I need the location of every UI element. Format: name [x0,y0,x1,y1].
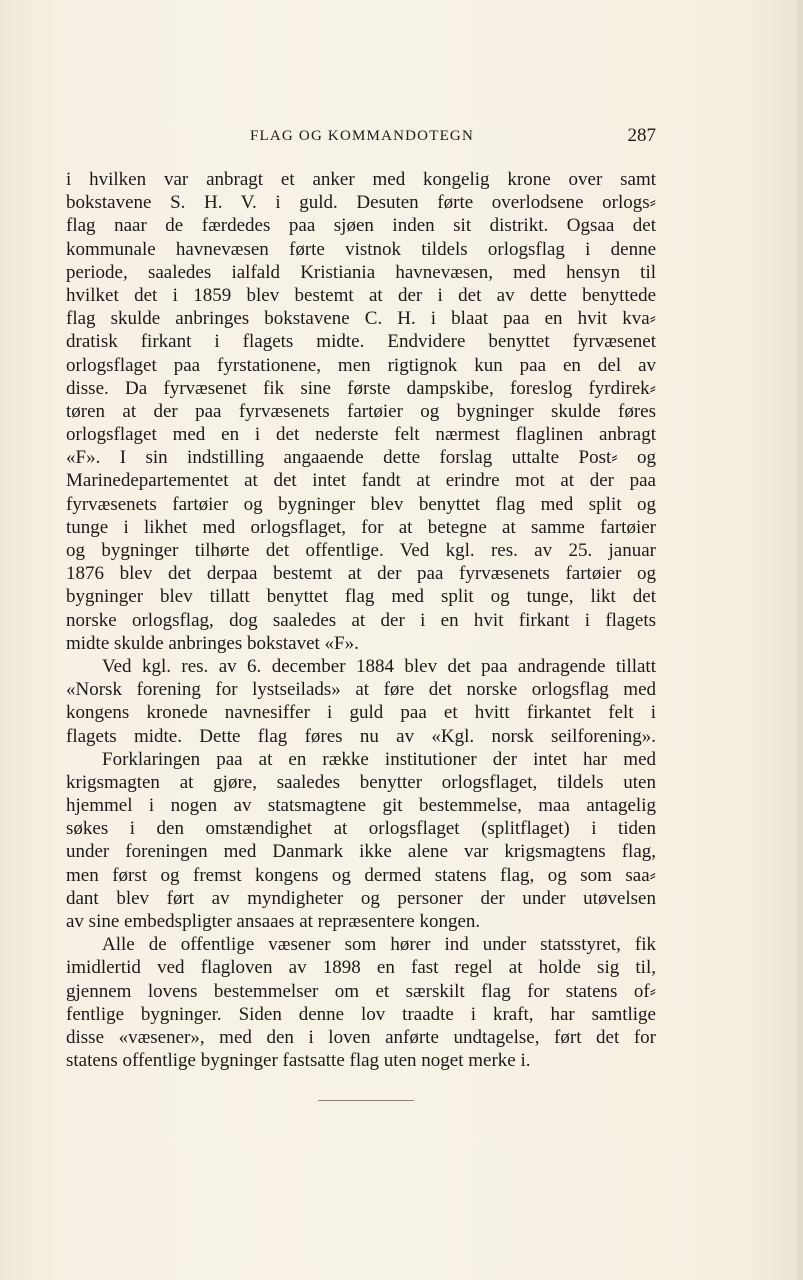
text-line: norske orlogsflag, dog saaledes at der i en hvit firkant i flagets [66,609,656,631]
running-head [68,125,656,152]
text-line: Forklaringen paa at en række institutioner der intet har med [102,748,656,770]
text-line: flag naar de færdedes paa sjøen inden sit distrikt. Ogsaa det [66,215,656,237]
text-line: krigsmagten at gjøre, saaledes benytter orlogsflaget, tildels uten [66,771,656,793]
text-line: fyrvæsenets fartøier og bygninger blev benyttet flag med split og [66,493,656,515]
text-line: tøren at der paa fyrvæsenets fartøier og bygninger skulde føres [66,400,656,422]
end-rule [318,1100,414,1101]
text-line: «F». I sin indstilling angaaende dette forslag uttalte Post⸗ og [66,447,656,469]
text-line: gjennem lovens bestemmelser om et særskilt flag for statens of⸗ [66,980,656,1002]
text-line: statens offentlige bygninger fastsatte flag uten noget merke i. [66,1050,531,1072]
text-line: flag skulde anbringes bokstavene C. H. i blaat paa en hvit kva⸗ [66,308,656,330]
text-line: fentlige bygninger. Siden denne lov traadte i kraft, har samtlige [66,1003,656,1025]
text-line: «Norsk forening for lystseilads» at føre det norske orlogsflag med [66,679,656,701]
text-line: bygninger blev tillatt benyttet flag med split og tunge, likt det [66,586,656,608]
text-line: søkes i den omstændighet at orlogsflaget (splitflaget) i tiden [66,818,656,840]
text-line: men først og fremst kongens og dermed statens flag, og som saa⸗ [66,864,656,886]
text-line: Ved kgl. res. av 6. december 1884 blev det paa andragende tillatt [102,655,656,677]
page-number: 287 [627,125,656,146]
text-line: disse. Da fyrvæsenet fik sine første dampskibe, foreslog fyrdirek⸗ [66,377,656,399]
text-line: 1876 blev det derpaa bestemt at der paa fyrvæsenets fartøier og [66,563,656,585]
text-line: flagets midte. Dette flag føres nu av «Kgl. norsk seilforening». [66,725,656,747]
text-line: kongens kronede navnesiffer i guld paa et hvitt firkantet felt i [66,702,656,724]
page-edge [797,0,803,1280]
text-line: hjemmel i nogen av statsmagtene git bestemmelse, maa antagelig [66,795,656,817]
text-line: kommunale havnevæsen førte vistnok tildels orlogsflag i denne [66,238,656,260]
running-title: FLAG OG KOMMANDOTEGN [250,128,474,144]
text-line: imidlertid ved flagloven av 1898 en fast regel at holde sig til, [66,957,656,979]
text-line: bokstavene S. H. V. i guld. Desuten førte overlodsene orlogs⸗ [66,192,656,214]
text-line: hvilket det i 1859 blev bestemt at der i det av dette benyttede [66,284,656,306]
text-line: dratisk firkant i flagets midte. Endvidere benyttet fyrvæsenet [66,331,656,353]
body-text [66,168,656,1072]
text-line: dant blev ført av myndigheter og personer der under utøvelsen [66,887,656,909]
text-line: tunge i likhet med orlogsflaget, for at betegne at samme fartøier [66,516,656,538]
text-line: og bygninger tilhørte det offentlige. Ved kgl. res. av 25. januar [66,540,656,561]
text-line: av sine embedspligter ansaaes at repræsentere kongen. [66,911,481,932]
text-line: orlogsflaget paa fyrstationene, men rigtignok kun paa en del av [66,354,656,376]
text-line: i hvilken var anbragt et anker med kongelig krone over samt [66,169,656,190]
text-line: midte skulde anbringes bokstavet «F». [66,632,359,654]
text-line: under foreningen med Danmark ikke alene var krigsmagtens flag, [66,841,656,863]
text-line: Marinedepartementet at det intet fandt at erindre mot at der paa [66,470,656,492]
text-line: Alle de offentlige væsener som hører ind under statsstyret, fik [102,934,656,956]
text-line: disse «væsener», med den i loven anførte undtagelse, ført det for [66,1026,656,1048]
text-line: periode, saaledes ialfald Kristiania havnevæsen, med hensyn til [66,261,656,283]
text-line: orlogsflaget med en i det nederste felt nærmest flaglinen anbragt [66,424,656,446]
